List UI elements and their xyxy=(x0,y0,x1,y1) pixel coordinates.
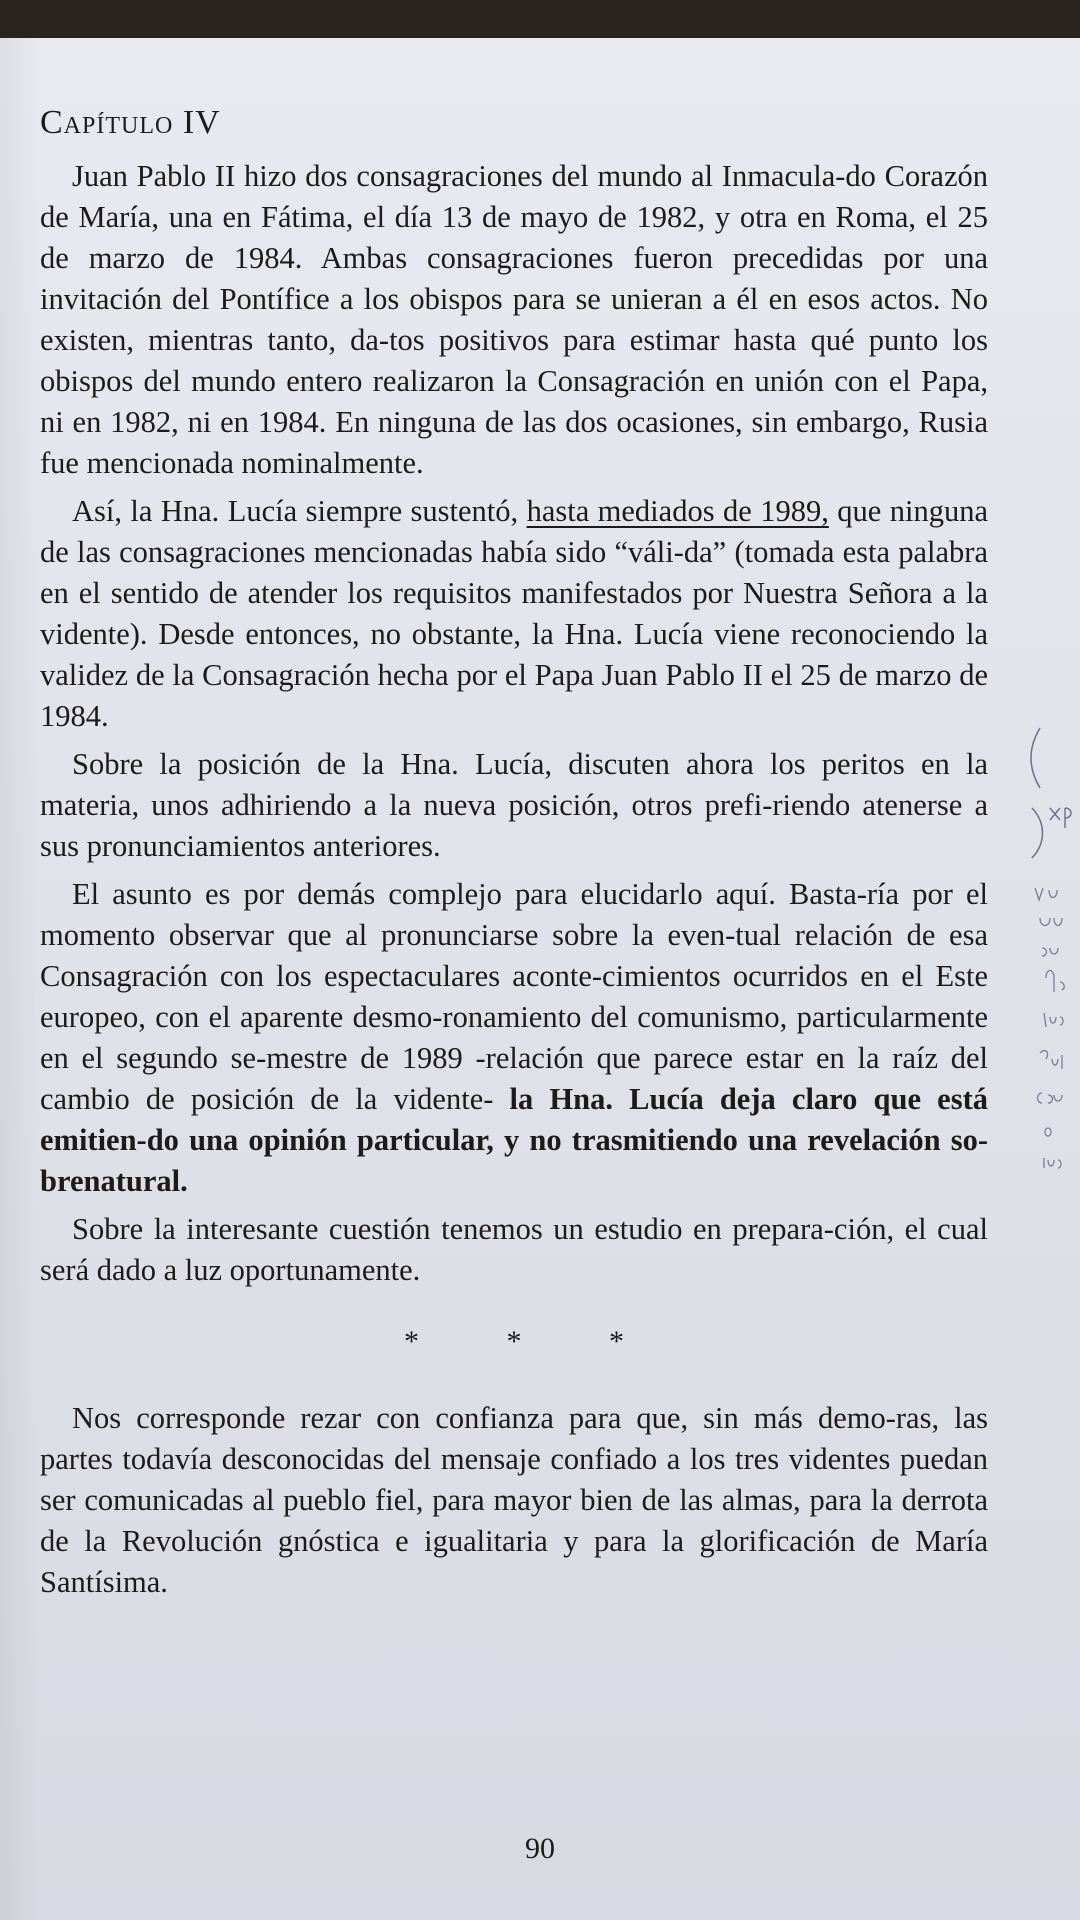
section-separator: * * * xyxy=(404,1325,664,1358)
margin-notes-drawing xyxy=(1010,708,1080,1228)
paragraph-6: Nos corresponde rezar con confianza para que, sin más demo-ras, las partes todavía desconocidas del mensaje confiado a los tres videntes puedan ser comunicadas al pueblo fiel, para mayor bien de las almas, para la derrota de la Revolución gnóstica e igualitaria y para la glorificación de María Santísima. xyxy=(40,1401,988,1599)
page-number: 90 xyxy=(525,1832,555,1865)
paragraph-5: Sobre la interesante cuestión tenemos un estudio en prepara-ción, el cual será dado a luz oportunamente. xyxy=(40,1212,988,1287)
paragraph-4-bold: la Hna. Lucía deja claro que está emitien-do una opinión particular, y no trasmitiendo una revelación so-brenatural. xyxy=(40,1082,988,1198)
body-text xyxy=(40,156,988,1610)
paragraph-4 xyxy=(40,874,988,1202)
paragraph-2 xyxy=(40,491,988,737)
paragraph-1: Juan Pablo II hizo dos consagraciones del mundo al Inmacula-do Corazón de María, una en Fátima, el día 13 de mayo de 1982, y otra en Roma, el 25 de marzo de 1984. Ambas consagraciones fueron precedidas por una invitación del Pontífice a los obispos para se unieran a él en esos actos. No existen, mientras tanto, da-tos positivos para estimar hasta qué punto los obispos del mundo entero realizaron la Consagración en unión con el Papa, ni en 1982, ni en 1984. En ninguna de las dos ocasiones, sin embargo, Rusia fue mencionada nominalmente. xyxy=(40,159,988,480)
paragraph-3: Sobre la posición de la Hna. Lucía, discuten ahora los peritos en la materia, unos adhiriendo a la nueva posición, otros prefi-riendo atenerse a sus pronunciamientos anteriores. xyxy=(40,747,988,863)
book-page xyxy=(0,38,1080,1920)
underlined-phrase: hasta mediados de 1989, xyxy=(526,494,829,528)
paragraph-2-start: Así, la Hna. Lucía siempre sustentó, xyxy=(72,494,527,528)
handwritten-margin-notes xyxy=(1010,708,1080,1228)
chapter-heading: Capítulo IV xyxy=(40,104,221,141)
paragraph-2-rest: que ninguna de las consagraciones mencionadas había sido “váli-da” (tomada esta palabra en el sentido de atender los requisitos manifestados por Nuestra Señora a la vidente). Desde entonces, no obstante, la Hna. Lucía viene reconociendo la validez de la Consagración hecha por el Papa Juan Pablo II el 25 de marzo de 1984. xyxy=(40,494,988,733)
paragraph-4-text: El asunto es por demás complejo para elucidarlo aquí. Basta-ría por el momento observar que al pronunciarse sobre la even-tual relación de esa Consagración con los espectaculares aconte-cimientos ocurridos en el Este europeo, con el aparente desmo-ronamiento del comunismo, particularmente en el segundo se-mestre de 1989 -relación que parece estar en la raíz del cambio de posición de la vidente- xyxy=(40,877,988,1116)
page-shadow xyxy=(0,38,40,1920)
